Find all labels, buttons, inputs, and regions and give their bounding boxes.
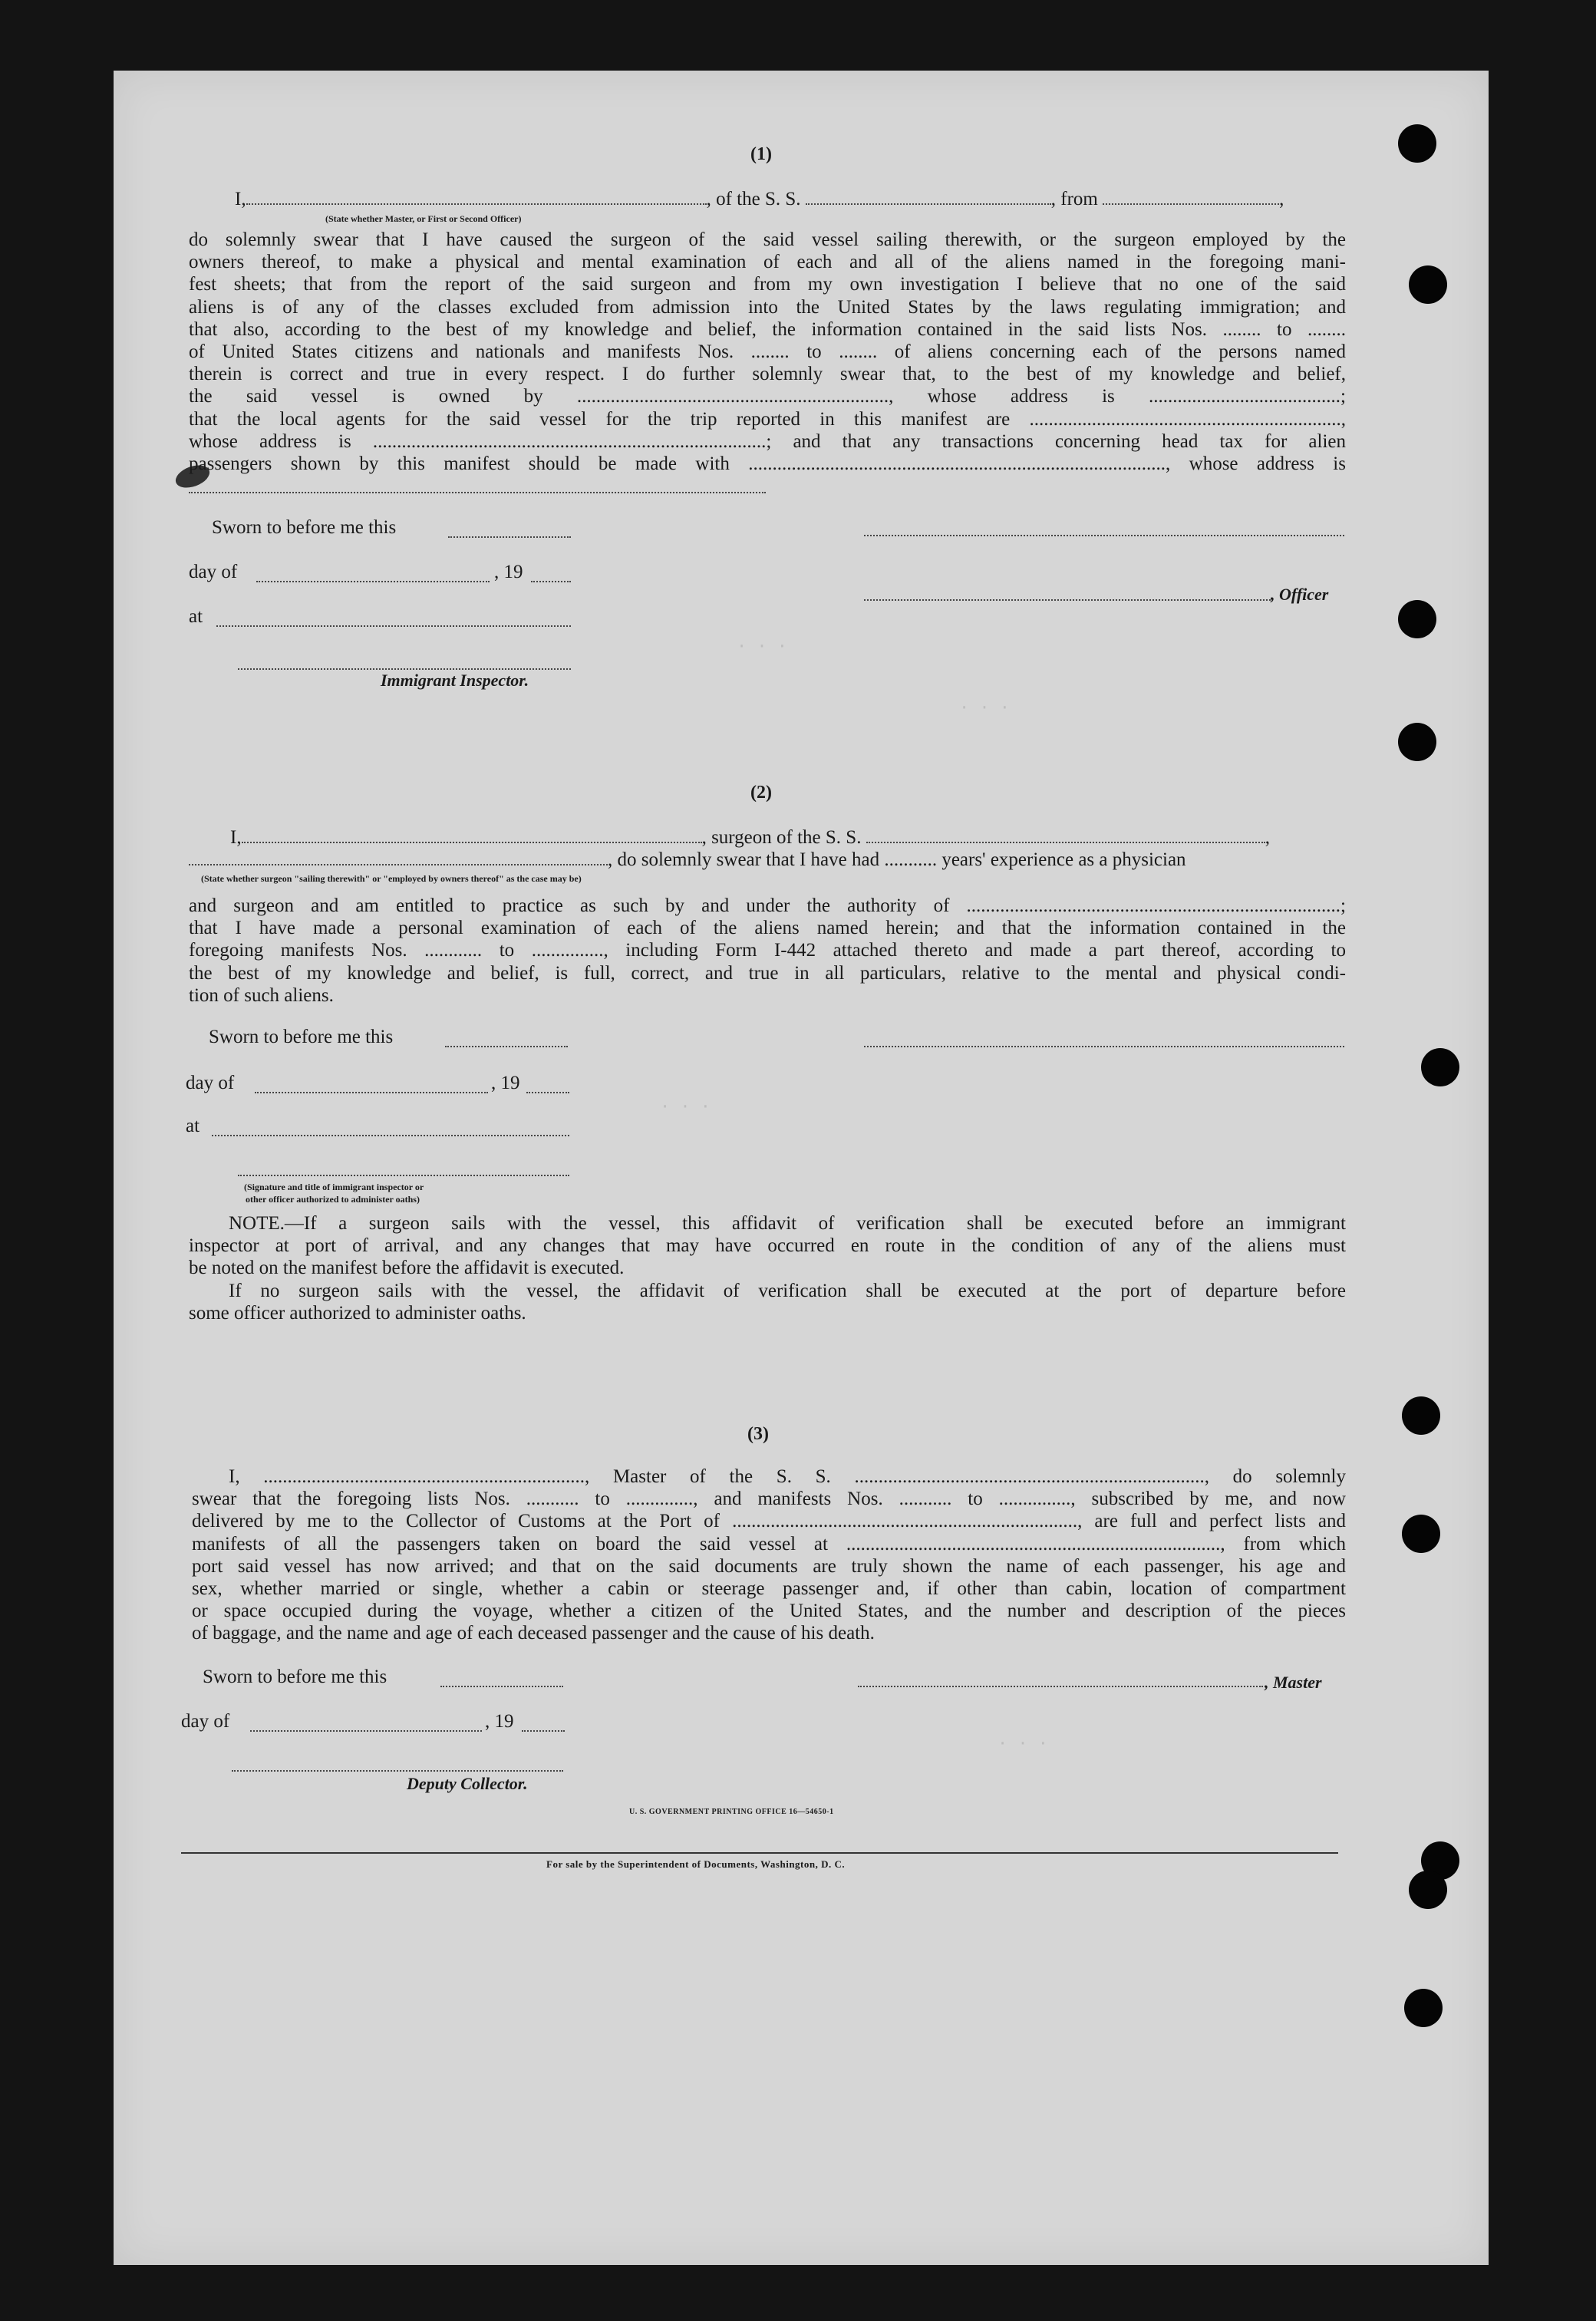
- text-line: of United States citizens and nationals and manifests Nos. ........ to ........ of aliens concerning each of the persons named: [189, 341, 1346, 363]
- text-line: or space occupied during the voyage, whether a citizen of the United States, and the number and description of the pieces: [192, 1601, 1346, 1622]
- punch-hole: [1409, 265, 1447, 304]
- text-line: sex, whether married or single, whether a cabin or steerage passenger and, if other than cabin, location of compartment: [192, 1578, 1346, 1600]
- note-text: [189, 1212, 1346, 1235]
- month-field[interactable]: [250, 1729, 482, 1732]
- surgeon-name-field[interactable]: [242, 841, 702, 843]
- note-text: [189, 1235, 1346, 1279]
- officer-label: , Officer: [1271, 585, 1329, 604]
- of-ss-label: , of the S. S.: [706, 189, 801, 209]
- text-line: and surgeon and am entitled to practice as such by and under the authority of ..............................................................................;: [189, 895, 1346, 916]
- officer-name-field[interactable]: [246, 203, 707, 205]
- text-line: fest sheets; that from the report of the said surgeon and from my own investigation I believe that no one of the said: [189, 274, 1346, 295]
- sworn-label: Sworn to before me this: [209, 1027, 394, 1047]
- inspector-label: Immigrant Inspector.: [381, 671, 529, 690]
- text-line: that also, according to the best of my knowledge and belief, the information contained in the said lists Nos. ........ to ........: [189, 318, 1346, 340]
- sale-notice: For sale by the Superintendent of Documents, Washington, D. C.: [546, 1858, 846, 1870]
- officer-signature-field[interactable]: [864, 534, 1344, 536]
- text-line: the said vessel is owned by ................................................................., whose address is ........................................;: [189, 386, 1346, 407]
- section-1-affidavit: [189, 229, 1346, 475]
- text-line: be noted on the manifest before the affidavit is executed.: [189, 1258, 625, 1279]
- text-line: delivered by me to the Collector of Customs at the Port of ........................................................................, are full and perfect lists and: [192, 1511, 1346, 1532]
- surgeon-note: (State whether surgeon "sailing therewith" or "employed by owners thereof" as the case may be): [201, 873, 582, 884]
- punch-hole: [1402, 1396, 1440, 1435]
- from-label: , from: [1050, 189, 1098, 209]
- text-line: do solemnly swear that I have caused the surgeon of the said vessel sailing therewith, or the surgeon employed by the: [189, 229, 1346, 250]
- deputy-label: Deputy Collector.: [407, 1774, 528, 1793]
- section-1-declarant: [235, 189, 1284, 210]
- master-signature-field[interactable]: [858, 1685, 1263, 1687]
- text-line: aliens is of any of the classes excluded from admission into the United States by the laws regulating immigration; and: [189, 296, 1346, 318]
- at-label: at: [186, 1116, 200, 1136]
- year-label: , 19: [485, 1711, 514, 1732]
- surgeon-label: , surgeon of the S. S.: [701, 827, 862, 848]
- day-of-label: day of: [186, 1073, 235, 1093]
- punch-hole: [1421, 1048, 1459, 1086]
- sworn-date-field[interactable]: [448, 536, 571, 538]
- text-line: I, ..................................................................., Master of the S. S. ........................................................................., do solemnly: [229, 1466, 1346, 1487]
- section-3-affidavit: [192, 1465, 1346, 1645]
- comma: ,: [1265, 827, 1270, 848]
- deputy-signature-field[interactable]: [232, 1769, 563, 1772]
- text-line: manifests of all the passengers taken on board the said vessel at .............................................................................., from which: [192, 1533, 1346, 1554]
- note-text: [189, 1302, 1346, 1324]
- note-text: [189, 1280, 1346, 1302]
- surgeon-note-block: [189, 1212, 1346, 1324]
- text-line: whose address is ..................................................................................; and that any transactions concerning head tax for alien: [189, 430, 1346, 452]
- affidavit-text: [192, 1465, 1346, 1645]
- bleed-through-mark: · · ·: [737, 637, 788, 656]
- bleed-through-mark: · · ·: [959, 698, 1011, 717]
- signature-field[interactable]: [238, 1174, 569, 1176]
- text-line: swear that the foregoing lists Nos. ........... to .............., and manifests Nos. ........... to ..............., subscribed by me, and now: [192, 1489, 1346, 1510]
- section-2-declarant: [230, 827, 1270, 849]
- footer-rule: [181, 1852, 1338, 1854]
- text-line: tion of such aliens.: [189, 984, 334, 1006]
- text-line: therein is correct and true in every respect. I do further solemnly swear that, to the best of my knowledge and belief,: [189, 364, 1346, 385]
- i-label: I,: [230, 827, 242, 848]
- at-label: at: [189, 606, 203, 627]
- year-label: , 19: [491, 1073, 520, 1093]
- sworn-date-field[interactable]: [445, 1045, 568, 1047]
- signature-note: (Signature and title of immigrant inspector or: [244, 1182, 424, 1192]
- year-field[interactable]: [526, 1091, 569, 1093]
- punch-hole: [1398, 723, 1436, 761]
- vessel-name-field[interactable]: [806, 203, 1051, 205]
- day-of-label: day of: [181, 1711, 230, 1732]
- surgeon-type-field[interactable]: [189, 863, 608, 865]
- text-line: that I have made a personal examination of each of the aliens named herein; and that the information contained in the: [189, 918, 1346, 939]
- experience-text: , do solemnly swear that I have had ........... years' experience as a physician: [608, 849, 1186, 870]
- signature-note: other officer authorized to administer oaths): [246, 1194, 420, 1205]
- text-line: the best of my knowledge and belief, is full, correct, and true in all particulars, relative to the mental and physical condi-: [189, 962, 1346, 984]
- punch-hole: [1404, 1989, 1443, 2027]
- section-2-affidavit: [189, 895, 1346, 1007]
- sworn-label: Sworn to before me this: [212, 517, 397, 538]
- text-line: that the local agents for the said vessel for the trip reported in this manifest are .................................................................,: [189, 408, 1346, 430]
- place-field[interactable]: [216, 625, 571, 627]
- section-2-experience: [189, 849, 1186, 871]
- year-field[interactable]: [522, 1729, 565, 1732]
- punch-hole: [1409, 1871, 1447, 1909]
- text-line: some officer authorized to administer oaths.: [189, 1302, 526, 1324]
- punch-hole: [1398, 600, 1436, 638]
- month-field[interactable]: [256, 580, 490, 582]
- text-line: port said vessel has now arrived; and that on the said documents are truly shown the name of each passenger, his age and: [192, 1555, 1346, 1577]
- address-continuation-field[interactable]: [189, 491, 766, 493]
- text-line: inspector at port of arrival, and any changes that may have occurred en route in the condition of any of the aliens must: [189, 1235, 1346, 1257]
- text-line: foregoing manifests Nos. ............ to ..............., including Form I-442 attached thereto and made a part thereof, according to: [189, 940, 1346, 961]
- year-label: , 19: [494, 562, 523, 582]
- punch-hole: [1398, 124, 1436, 163]
- inspector-signature-field[interactable]: [238, 668, 571, 670]
- sworn-date-field[interactable]: [440, 1685, 563, 1687]
- text-line: NOTE.—If a surgeon sails with the vessel, this affidavit of verification shall be executed before an immigrant: [229, 1213, 1346, 1234]
- text-line: of baggage, and the name and age of each deceased passenger and the cause of his death.: [192, 1623, 875, 1644]
- bleed-through-mark: · · ·: [660, 1097, 711, 1116]
- comma: ,: [1279, 189, 1284, 209]
- bleed-through-mark: · · ·: [998, 1734, 1049, 1753]
- month-field[interactable]: [255, 1091, 488, 1093]
- year-field[interactable]: [531, 580, 571, 582]
- affidavit-text: [189, 895, 1346, 1007]
- section-1-number: (1): [750, 144, 772, 164]
- from-port-field[interactable]: [1103, 203, 1279, 205]
- sworn-label: Sworn to before me this: [203, 1667, 387, 1687]
- punch-hole: [1402, 1515, 1440, 1553]
- text-line: passengers shown by this manifest should be made with ......................................................................................., whose address is: [189, 453, 1346, 475]
- section-3-number: (3): [747, 1424, 769, 1444]
- officer-note: (State whether Master, or First or Second Officer): [325, 213, 522, 224]
- place-field[interactable]: [212, 1134, 569, 1136]
- affidavit-text: [189, 229, 1346, 475]
- day-of-label: day of: [189, 562, 238, 582]
- vessel-name-field[interactable]: [866, 841, 1265, 843]
- master-label: , Master: [1265, 1673, 1322, 1692]
- section-2-number: (2): [750, 783, 772, 803]
- text-line: If no surgeon sails with the vessel, the affidavit of verification shall be executed at the port of departure before: [229, 1280, 1346, 1301]
- i-label: I,: [235, 189, 246, 209]
- inspector-signature-field[interactable]: [864, 1045, 1344, 1047]
- officer-title-field[interactable]: [864, 598, 1271, 601]
- gpo-imprint: U. S. GOVERNMENT PRINTING OFFICE 16—54650-1: [629, 1808, 834, 1816]
- text-line: owners thereof, to make a physical and mental examination of each and all of the aliens named in the foregoing mani-: [189, 252, 1346, 273]
